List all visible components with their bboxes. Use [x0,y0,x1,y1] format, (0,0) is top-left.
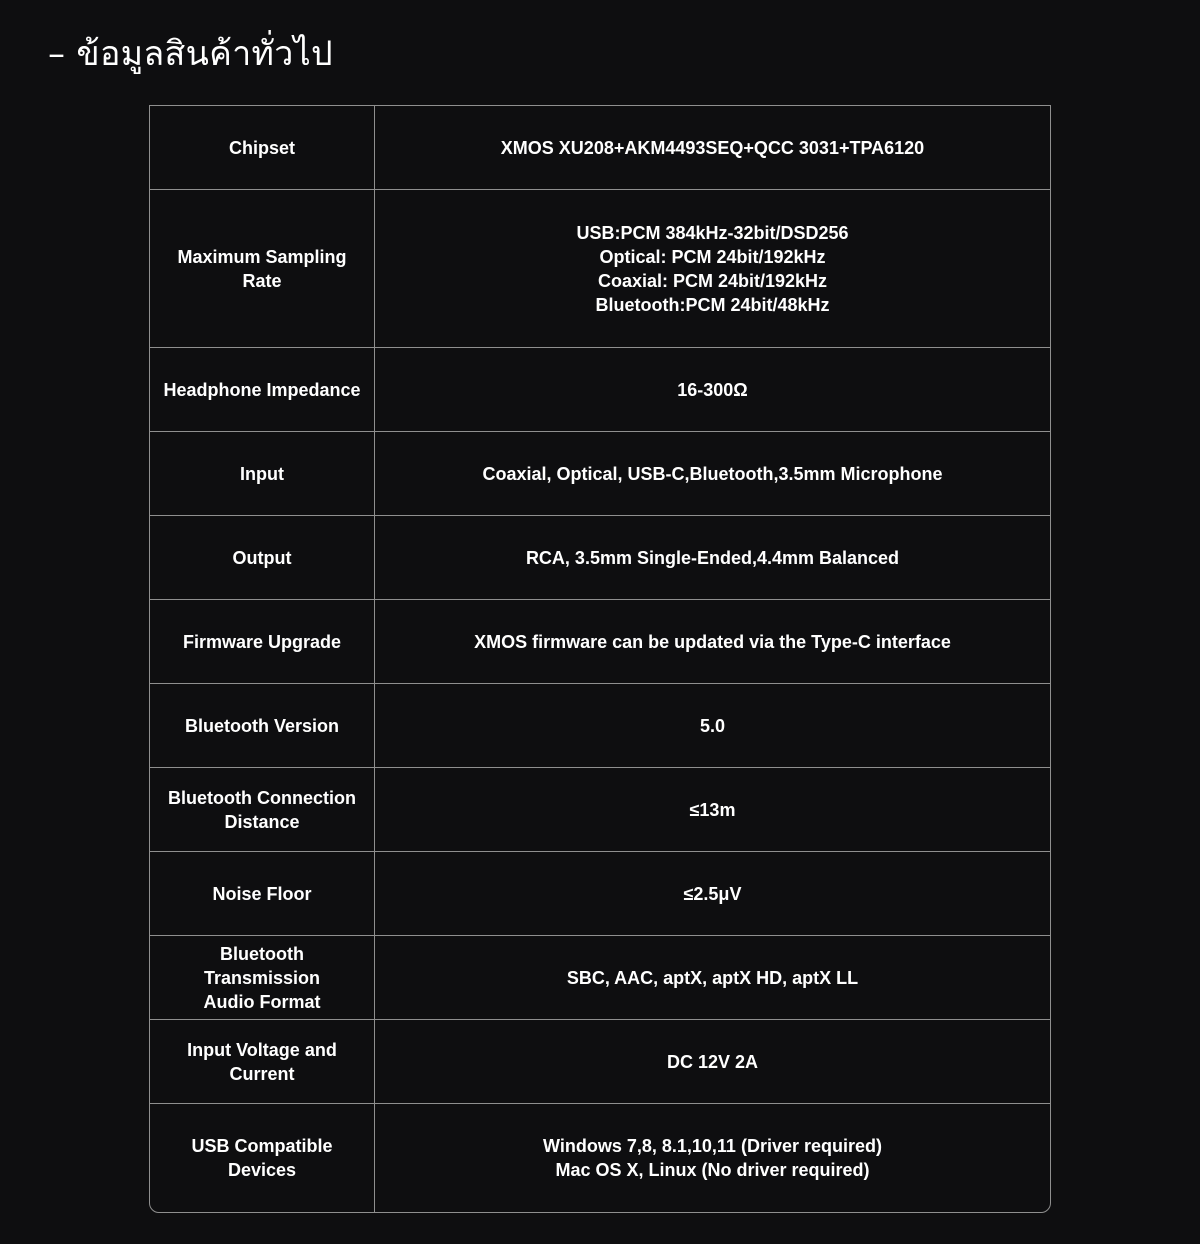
spec-value-input: Coaxial, Optical, USB-C,Bluetooth,3.5mm Microphone [482,463,943,484]
spec-label-max-sampling-rate: Maximum Sampling Rate [150,190,375,347]
spec-value-noise-floor: ≤2.5μV [683,883,742,904]
section-heading: – ข้อมูลสินค้าทั่วไป [48,34,333,74]
spec-label-firmware-upgrade: Firmware Upgrade [150,600,375,683]
spec-value-input-voltage: DC 12V 2A [666,1051,759,1072]
spec-label-bluetooth-version: Bluetooth Version [150,684,375,767]
spec-label-input-voltage: Input Voltage and Current [150,1020,375,1103]
spec-label-bluetooth-audio-format: Bluetooth Transmission Audio Format [150,936,375,1019]
spec-value-usb-compatible: Windows 7,8, 8.1,10,11 (Driver required) Mac OS X, Linux (No driver required) [543,1136,882,1180]
spec-value-bluetooth-audio-format: SBC, AAC, aptX, aptX HD, aptX LL [566,967,859,988]
spec-value-output: RCA, 3.5mm Single-Ended,4.4mm Balanced [525,547,900,568]
spec-row-headphone-impedance [150,348,1050,432]
spec-table [149,105,1051,1213]
spec-row-firmware-upgrade [150,600,1050,684]
spec-value-firmware-upgrade: XMOS firmware can be updated via the Type-C interface [474,631,951,652]
spec-row-bluetooth-distance [150,768,1050,852]
spec-label-usb-compatible: USB Compatible Devices [150,1104,375,1212]
spec-value-bluetooth-version: 5.0 [699,715,726,736]
spec-value-chipset: XMOS XU208+AKM4493SEQ+QCC 3031+TPA6120 [500,137,925,158]
spec-value-max-sampling-rate: USB:PCM 384kHz-32bit/DSD256 Optical: PCM 24bit/192kHz Coaxial: PCM 24bit/192kHz Bluetooth:PCM 24bit/48kHz [576,222,849,315]
spec-row-input-voltage [150,1020,1050,1104]
spec-label-output: Output [150,516,375,599]
spec-row-bluetooth-audio-format [150,936,1050,1020]
spec-label-input: Input [150,432,375,515]
spec-value-bluetooth-distance: ≤13m [689,799,736,820]
spec-label-headphone-impedance: Headphone Impedance [150,348,375,431]
spec-row-chipset [150,106,1050,190]
spec-row-bluetooth-version [150,684,1050,768]
spec-row-noise-floor [150,852,1050,936]
spec-label-bluetooth-distance: Bluetooth Connection Distance [150,768,375,851]
spec-value-headphone-impedance: 16-300Ω [677,379,748,400]
spec-label-chipset: Chipset [150,106,375,189]
spec-row-output [150,516,1050,600]
spec-label-noise-floor: Noise Floor [150,852,375,935]
spec-row-input [150,432,1050,516]
spec-row-usb-compatible [150,1104,1050,1212]
spec-row-max-sampling-rate [150,190,1050,348]
